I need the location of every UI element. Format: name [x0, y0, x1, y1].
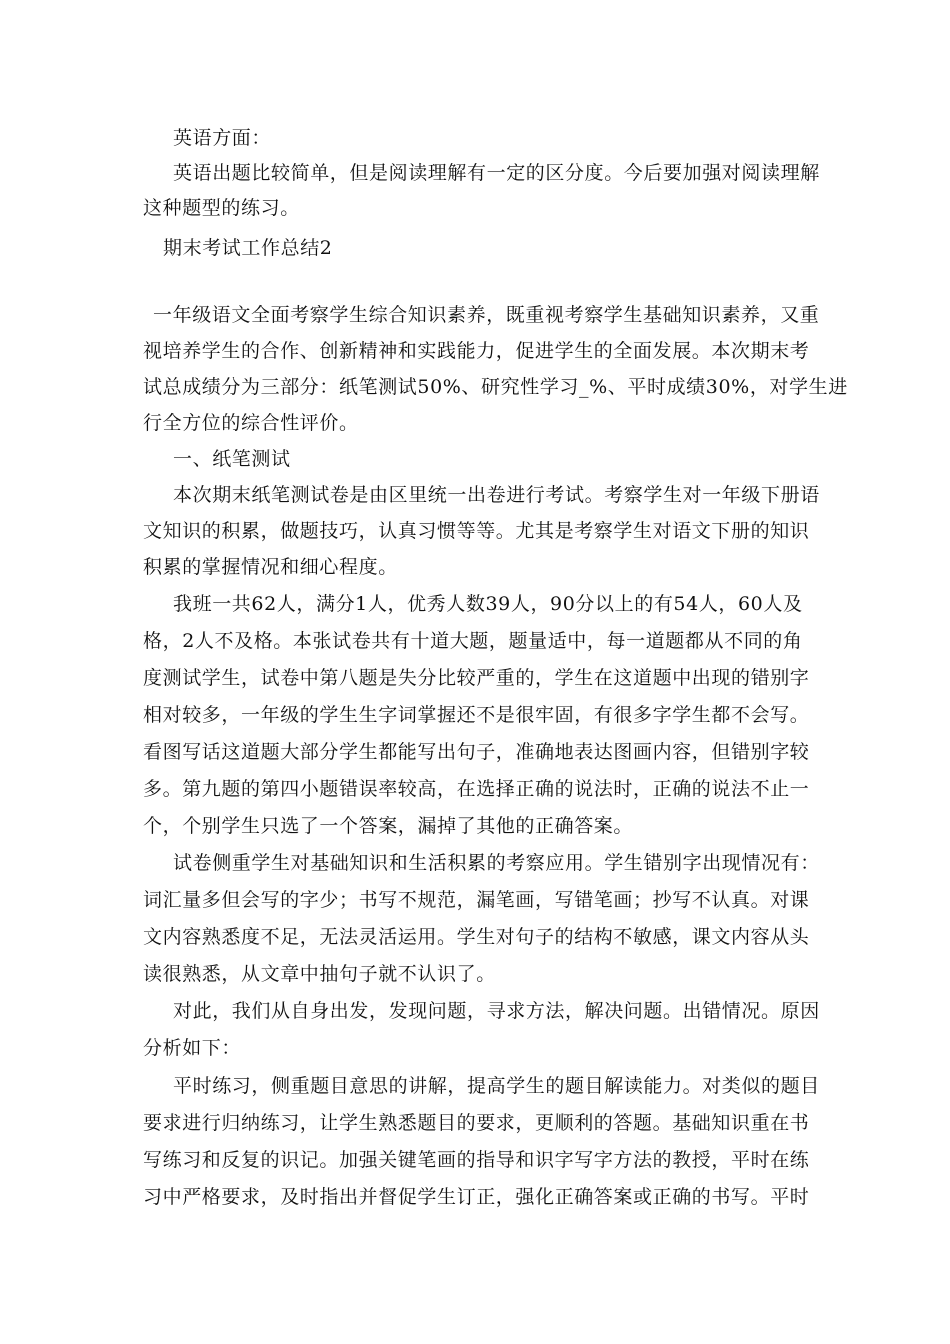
text-line: 英语出题比较简单，但是阅读理解有一定的区分度。今后要加强对阅读理解: [173, 162, 820, 184]
text-line: 格，2人不及格。本张试卷共有十道大题，题量适中，每一道题都从不同的角: [143, 630, 803, 652]
text-line: 一年级语文全面考察学生综合知识素养，既重视考察学生基础知识素养，又重: [153, 304, 820, 326]
text-line: 多。第九题的第四小题错误率较高，在选择正确的说法时，正确的说法不止一: [143, 778, 810, 800]
text-line: 词汇量多但会写的字少；书写不规范，漏笔画，写错笔画；抄写不认真。对课: [143, 889, 810, 911]
text-line: 我班一共62人，满分1人，优秀人数39人，90分以上的有54人，60人及: [173, 593, 803, 615]
text-line: 分析如下：: [143, 1037, 242, 1059]
section-heading: 期末考试工作总结2: [163, 237, 333, 259]
text-line: 这种题型的练习。: [143, 197, 300, 219]
text-line: 习中严格要求，及时指出并督促学生订正，强化正确答案或正确的书写。平时: [143, 1186, 810, 1208]
text-line: 度测试学生，试卷中第八题是失分比较严重的，学生在这道题中出现的错别字: [143, 667, 810, 689]
text-line: 读很熟悉，从文章中抽句子就不认识了。: [143, 963, 496, 985]
text-line: 对此，我们从自身出发，发现问题，寻求方法，解决问题。出错情况。原因: [173, 1000, 820, 1022]
text-line: 平时练习，侧重题目意思的讲解，提高学生的题目解读能力。对类似的题目: [173, 1075, 820, 1097]
section-heading: 一、纸笔测试: [173, 448, 291, 470]
text-line: 视培养学生的合作、创新精神和实践能力，促进学生的全面发展。本次期末考: [143, 340, 810, 362]
text-line: 个，个别学生只选了一个答案，漏掉了其他的正确答案。: [143, 815, 634, 837]
text-line: 本次期末纸笔测试卷是由区里统一出卷进行考试。考察学生对一年级下册语: [173, 484, 820, 506]
text-line: 积累的掌握情况和细心程度。: [143, 556, 398, 578]
text-line: 文内容熟悉度不足，无法灵活运用。学生对句子的结构不敏感，课文内容从头: [143, 926, 810, 948]
text-line: 行全方位的综合性评价。: [143, 412, 359, 434]
text-line: 试卷侧重学生对基础知识和生活积累的考察应用。学生错别字出现情况有：: [173, 852, 820, 874]
text-line: 要求进行归纳练习，让学生熟悉题目的要求，更顺利的答题。基础知识重在书: [143, 1112, 810, 1134]
text-line: 文知识的积累，做题技巧，认真习惯等等。尤其是考察学生对语文下册的知识: [143, 520, 810, 542]
text-line: 试总成绩分为三部分：纸笔测试50%、研究性学习_%、平时成绩30%，对学生进: [143, 376, 848, 398]
text-line: 英语方面：: [173, 127, 272, 149]
text-line: 看图写话这道题大部分学生都能写出句子，准确地表达图画内容，但错别字较: [143, 741, 810, 763]
text-line: 写练习和反复的识记。加强关键笔画的指导和识字写字方法的教授，平时在练: [143, 1149, 810, 1171]
text-line: 相对较多，一年级的学生生字词掌握还不是很牢固，有很多字学生都不会写。: [143, 704, 810, 726]
